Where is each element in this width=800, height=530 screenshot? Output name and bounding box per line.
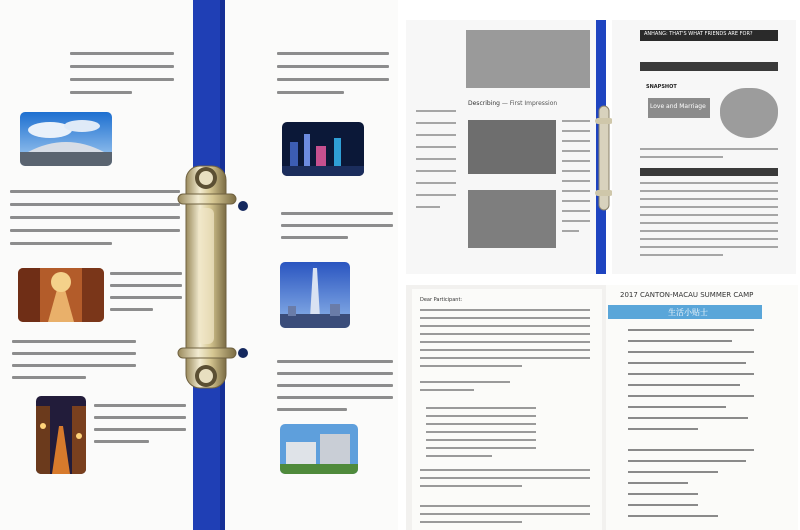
right-document-page — [612, 20, 796, 274]
text-line — [640, 214, 778, 216]
stadium-image — [20, 112, 112, 166]
text-line — [426, 415, 536, 417]
text-line — [628, 373, 754, 375]
text-line — [12, 340, 136, 343]
text-line — [420, 325, 590, 327]
rock-photo — [468, 120, 556, 174]
text-line — [12, 352, 136, 355]
text-line — [110, 272, 182, 275]
right-brochure-page — [225, 0, 398, 530]
text-line — [420, 357, 590, 359]
heart-chart — [720, 88, 778, 138]
text-line — [562, 160, 590, 162]
text-line — [562, 180, 590, 182]
text-line — [562, 170, 590, 172]
text-line — [420, 485, 522, 487]
text-line — [416, 158, 456, 160]
text-line — [416, 134, 456, 136]
text-line — [277, 408, 347, 411]
text-line — [640, 156, 723, 158]
text-line — [640, 238, 778, 240]
street-thumbnail — [18, 268, 104, 322]
text-line — [70, 52, 174, 55]
building-photo — [468, 190, 556, 248]
text-line — [628, 493, 698, 495]
text-line — [426, 447, 536, 449]
text-line — [562, 140, 590, 142]
left-document-page — [406, 20, 596, 274]
text-line — [640, 182, 778, 184]
text-line — [277, 65, 389, 68]
text-line — [70, 78, 174, 81]
text-line — [628, 482, 688, 484]
text-line — [640, 222, 778, 224]
binder-spread-photo — [0, 0, 398, 530]
text-line — [277, 78, 389, 81]
table-header-bar — [640, 168, 778, 176]
text-line — [416, 194, 456, 196]
text-line — [628, 351, 754, 353]
text-line — [110, 284, 182, 287]
text-line — [416, 206, 440, 208]
text-line — [277, 396, 393, 399]
text-line — [94, 440, 149, 443]
text-line — [640, 198, 778, 200]
document-scan-photo — [404, 14, 798, 276]
text-line — [628, 395, 754, 397]
stadium-thumbnail — [20, 112, 112, 166]
text-line — [640, 254, 723, 256]
text-line — [562, 220, 590, 222]
city-night-image — [282, 122, 364, 176]
text-line — [420, 317, 590, 319]
text-line — [12, 364, 136, 367]
text-line — [426, 423, 536, 425]
text-line — [281, 224, 393, 227]
section-title: 生活小贴士 — [668, 308, 708, 317]
section-bar — [640, 62, 778, 71]
text-line — [562, 190, 590, 192]
text-line — [277, 91, 344, 94]
info-page — [606, 285, 798, 530]
text-line — [420, 477, 590, 479]
text-line — [562, 150, 590, 152]
text-line — [628, 504, 698, 506]
text-line — [281, 212, 393, 215]
text-line — [562, 230, 579, 232]
campus-image — [280, 424, 358, 474]
text-line — [628, 417, 748, 419]
text-line — [416, 182, 456, 184]
campus-thumbnail — [280, 424, 358, 474]
text-line — [420, 309, 590, 311]
text-line — [70, 65, 174, 68]
text-line — [70, 91, 132, 94]
text-line — [420, 341, 590, 343]
text-line — [277, 52, 389, 55]
text-line — [562, 130, 590, 132]
text-line — [10, 216, 180, 219]
text-line — [416, 110, 456, 112]
text-line — [420, 513, 590, 515]
text-line — [94, 428, 186, 431]
text-line — [416, 146, 456, 148]
text-line — [420, 389, 474, 391]
text-line — [426, 431, 536, 433]
text-line — [628, 449, 754, 451]
text-line — [640, 230, 778, 232]
text-line — [640, 148, 778, 150]
text-line — [277, 360, 393, 363]
text-line — [94, 404, 186, 407]
text-line — [562, 210, 590, 212]
text-line — [628, 471, 718, 473]
text-line — [628, 384, 740, 386]
text-line — [640, 190, 778, 192]
text-line — [420, 381, 510, 383]
camp-title: 2017 CANTON-MACAU SUMMER CAMP — [620, 291, 754, 299]
text-line — [416, 122, 456, 124]
text-line — [110, 308, 153, 311]
worksheet-title: ANHANG: THAT'S WHAT FRIENDS ARE FOR? — [644, 31, 753, 37]
text-line — [628, 428, 698, 430]
street-image — [18, 268, 104, 322]
text-line — [426, 455, 492, 457]
text-line — [10, 242, 112, 245]
left-brochure-page — [0, 0, 193, 530]
city-night-thumbnail — [282, 122, 364, 176]
doc-heading: Describing — First Impression — [468, 100, 558, 107]
night-street-image — [36, 396, 86, 474]
text-line — [640, 246, 778, 248]
text-line — [562, 200, 590, 202]
letter-page — [412, 289, 602, 530]
snapshot-logo: SNAPSHOT — [646, 84, 677, 90]
text-line — [426, 439, 536, 441]
text-line — [628, 340, 732, 342]
text-line — [10, 203, 180, 206]
text-line — [94, 416, 186, 419]
text-line — [562, 120, 590, 122]
night-street-thumbnail — [36, 396, 86, 474]
text-line — [277, 372, 393, 375]
text-line — [628, 515, 718, 517]
text-line — [12, 376, 86, 379]
text-line — [416, 170, 456, 172]
text-line — [420, 505, 590, 507]
canton-tower-thumbnail — [280, 262, 350, 328]
header-image — [466, 30, 590, 88]
text-line — [628, 460, 746, 462]
love-marriage-banner: Love and Marriage — [650, 103, 706, 110]
text-line — [628, 362, 746, 364]
letter-greeting: Dear Participant: — [420, 297, 463, 303]
text-line — [426, 407, 536, 409]
text-line — [640, 206, 778, 208]
binder-ring-icon — [176, 158, 246, 398]
text-line — [420, 365, 522, 367]
text-line — [10, 190, 180, 193]
text-line — [628, 329, 754, 331]
text-line — [420, 521, 522, 523]
text-line — [420, 469, 590, 471]
canton-tower-image — [280, 262, 350, 328]
text-line — [281, 236, 348, 239]
text-line — [10, 229, 180, 232]
text-line — [420, 333, 590, 335]
text-line — [110, 296, 182, 299]
camp-letter-photo — [406, 285, 798, 530]
text-line — [420, 349, 590, 351]
text-line — [628, 406, 726, 408]
text-line — [277, 384, 393, 387]
